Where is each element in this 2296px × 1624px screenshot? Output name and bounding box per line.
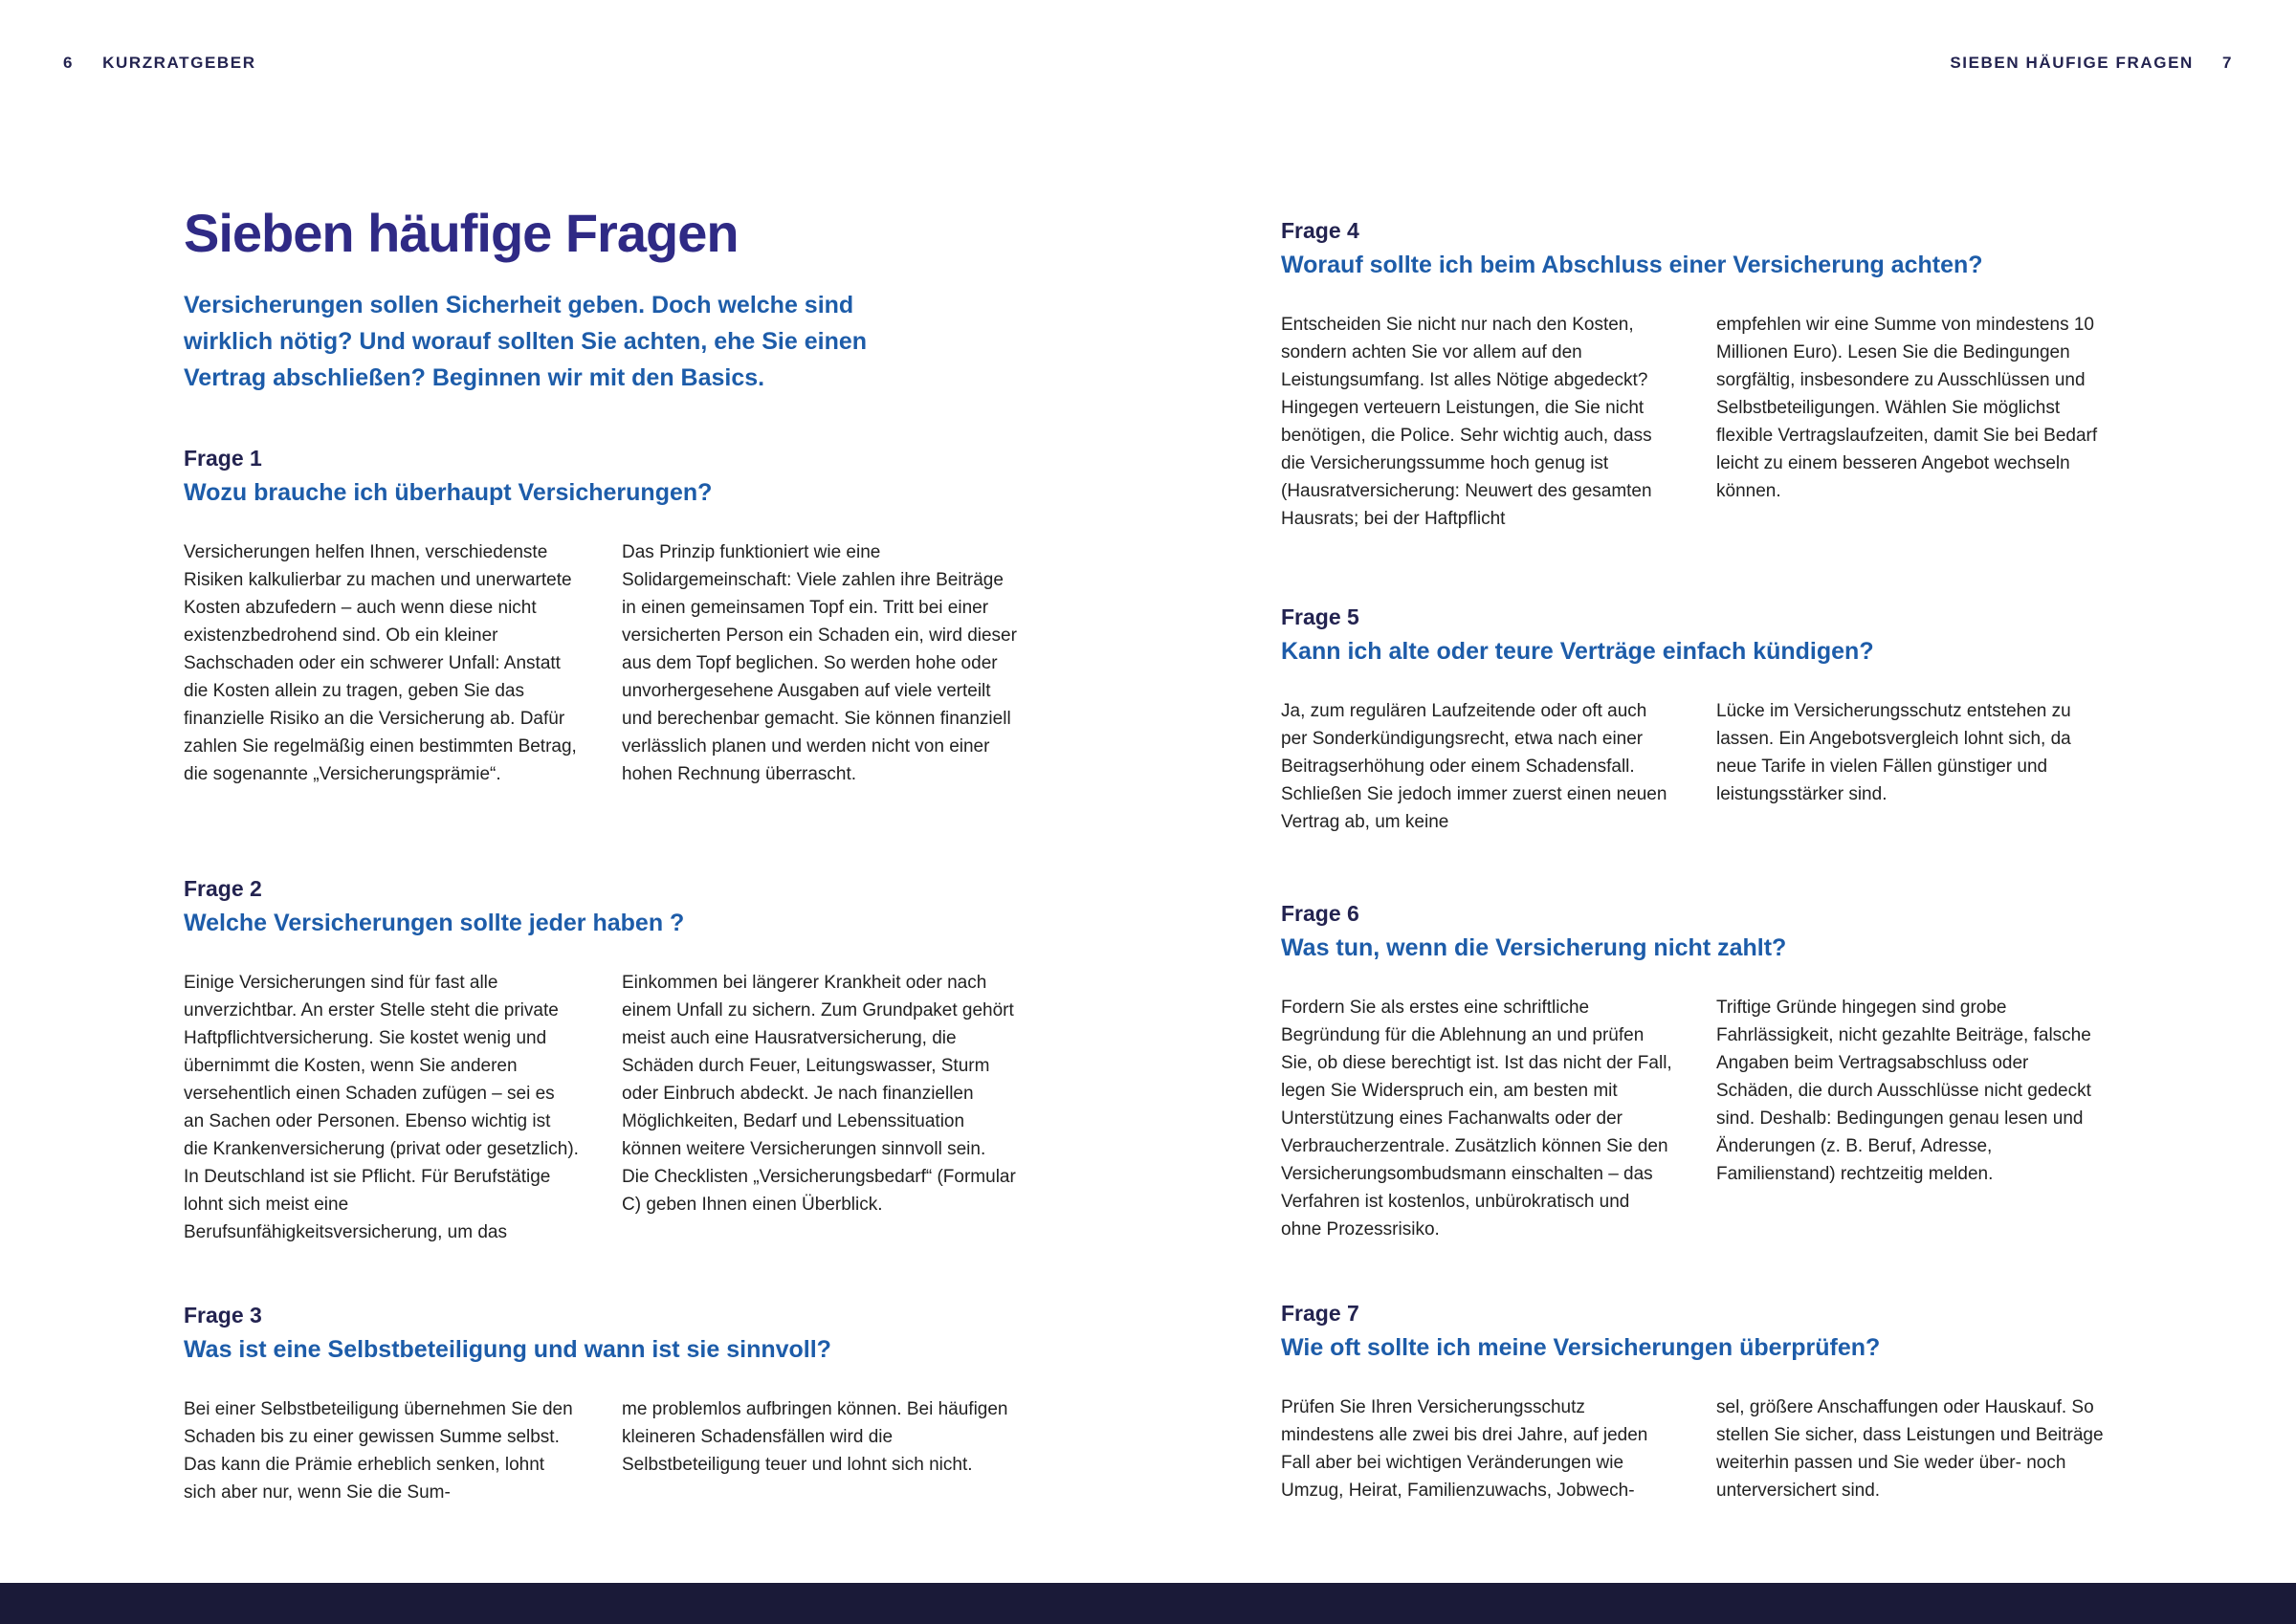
section-frage-1 bbox=[184, 448, 1018, 788]
frage-7-label: Frage 7 bbox=[1281, 1301, 1359, 1326]
frage-6-label: Frage 6 bbox=[1281, 901, 1359, 926]
frage-4-body bbox=[1281, 311, 2109, 533]
section-frage-5 bbox=[1281, 606, 2109, 836]
frage-5-body bbox=[1281, 697, 2109, 836]
frage-1-label: Frage 1 bbox=[184, 446, 262, 471]
frage-1-column-2: Das Prinzip funktioniert wie eine Solidargemeinschaft: Viele zahlen ihre Beiträge in einen gemeinsamen Topf ein. Tritt bei einer versicherten Person ein Schaden ein, wird dieser aus dem Topf beglichen. So werden hohe oder unvorhergesehene Ausgaben auf viele verteilt und berechenbar gemacht. Sie können finanziell verlässlich planen und werden nicht von einer hohen Rechnung überrascht. bbox=[622, 542, 1017, 784]
page-right bbox=[1281, 0, 2109, 1624]
frage-7-column-2: sel, größere Anschaffungen oder Hauskauf. So stellen Sie sicher, dass Leistungen und Beiträge weiterhin passen und Sie weder über- noch unterversichert sind. bbox=[1716, 1397, 2104, 1501]
frage-7-question: Wie oft sollte ich meine Versicherungen überprüfen? bbox=[1281, 1334, 1881, 1361]
frage-2-column-1: Einige Versicherungen sind für fast alle unverzichtbar. An erster Stelle steht die private Haftpflichtversicherung. Sie kostet wenig und übernimmt die Kosten, wenn Sie anderen versehentlich einen Schaden zufügen – sei es an Sachen oder Personen. Ebenso wichtig ist die Krankenversicherung (privat oder gesetzlich). In Deutschland ist sie Pflicht. Für Berufstätige lohnt sich meist eine Berufsunfähigkeitsversicherung, um das bbox=[184, 973, 579, 1242]
running-header-right-title: SIEBEN HÄUFIGE FRAGEN bbox=[1950, 54, 2194, 72]
frage-2-column-2: Einkommen bei längerer Krankheit oder nach einem Unfall zu sichern. Zum Grundpaket gehört meist auch eine Hausratversicherung, die Schäden durch Feuer, Leitungswasser, Sturm oder Einbruch abdeckt. Je nach finanziellen Möglichkeiten, Bedarf und Lebenssituation können weitere Versicherungen sinnvoll sein. Die Checklisten „Versicherungsbedarf“ (Formular C) geben Ihnen einen Überblick. bbox=[622, 973, 1016, 1215]
frage-3-column-2: me problemlos aufbringen können. Bei häufigen kleineren Schadensfällen wird die Selbstbeteiligung teuer und lohnt sich nicht. bbox=[622, 1399, 1008, 1475]
frage-4-question: Worauf sollte ich beim Abschluss einer Versicherung achten? bbox=[1281, 252, 1983, 278]
frage-5-question: Kann ich alte oder teure Verträge einfach kündigen? bbox=[1281, 638, 1874, 665]
frage-1-body bbox=[184, 538, 1018, 788]
section-frage-4 bbox=[1281, 220, 2109, 533]
frage-5-label: Frage 5 bbox=[1281, 604, 1359, 629]
section-frage-3 bbox=[184, 1305, 1018, 1506]
frage-7-body bbox=[1281, 1394, 2109, 1504]
frage-4-column-1: Entscheiden Sie nicht nur nach den Kosten, sondern achten Sie vor allem auf den Leistungsumfang. Ist alles Nötige abgedeckt? Hingegen verteuern Leistungen, die Sie nicht benötigen, die Police. Sehr wichtig auch, dass die Versicherungssumme hoch genug ist (Hausratversicherung: Neuwert des gesamten Hausrats; bei der Haftpflicht bbox=[1281, 315, 1652, 529]
section-frage-7 bbox=[1281, 1303, 2109, 1504]
page-number-left: 6 bbox=[63, 54, 75, 72]
frage-1-column-1: Versicherungen helfen Ihnen, verschiedenste Risiken kalkulierbar zu machen und unerwartete Kosten abzufedern – auch wenn diese nicht existenzbedrohend sind. Ob ein kleiner Sachschaden oder ein schwerer Unfall: Anstatt die Kosten allein zu tragen, geben Sie das finanzielle Risiko an die Versicherung ab. Dafür zahlen Sie regelmäßig einen bestimmten Betrag, die sogenannte „Versicherungsprämie“. bbox=[184, 542, 577, 784]
frage-3-column-1: Bei einer Selbstbeteiligung übernehmen Sie den Schaden bis zu einer gewissen Summe selbst. Das kann die Prämie erheblich senken, lohnt sich aber nur, wenn Sie die Sum- bbox=[184, 1399, 573, 1503]
frage-5-column-2: Lücke im Versicherungsschutz entstehen zu lassen. Ein Angebotsvergleich lohnt sich, da neue Tarife in vielen Fällen günstiger und leistungsstärker sind. bbox=[1716, 701, 2071, 804]
footer-color-bar bbox=[0, 1583, 2296, 1624]
frage-2-body bbox=[184, 969, 1018, 1246]
frage-5-column-1: Ja, zum regulären Laufzeitende oder oft auch per Sonderkündigungsrecht, etwa nach einer Beitragserhöhung oder einem Schadensfall. Schließen Sie jedoch immer zuerst einen neuen Vertrag ab, um keine bbox=[1281, 701, 1667, 832]
frage-3-question: Was ist eine Selbstbeteiligung und wann ist sie sinnvoll? bbox=[184, 1336, 831, 1363]
frage-2-question: Welche Versicherungen sollte jeder haben ? bbox=[184, 910, 685, 936]
frage-2-label: Frage 2 bbox=[184, 876, 262, 901]
section-frage-2 bbox=[184, 878, 1018, 1246]
running-header-left-title: KURZRATGEBER bbox=[102, 54, 256, 72]
frage-1-question: Wozu brauche ich überhaupt Versicherungen? bbox=[184, 479, 713, 506]
page-left bbox=[184, 0, 1018, 1624]
frage-3-label: Frage 3 bbox=[184, 1303, 262, 1328]
page-title: Sieben häufige Fragen bbox=[184, 203, 739, 263]
frage-6-column-1: Fordern Sie als erstes eine schriftliche Begründung für die Ablehnung an und prüfen Sie, ob diese berechtigt ist. Ist das nicht der Fall, legen Sie Widerspruch ein, am besten mit Unterstützung eines Fachanwalts oder der Verbraucherzentrale. Zusätzlich können Sie den Versicherungsombudsmann einschalten – das Verfahren ist kostenlos, unbürokratisch und ohne Prozessrisiko. bbox=[1281, 998, 1672, 1240]
frage-6-column-2: Triftige Gründe hingegen sind grobe Fahrlässigkeit, nicht gezahlte Beiträge, falsche Angaben beim Vertragsabschluss oder Schäden, die durch Ausschlüsse nicht gedeckt sind. Deshalb: Bedingungen genau lesen und Änderungen (z. B. Beruf, Adresse, Familienstand) rechtzeitig melden. bbox=[1716, 998, 2091, 1184]
intro-paragraph: Versicherungen sollen Sicherheit geben. Doch welche sind wirklich nötig? Und worauf sollten Sie achten, ehe Sie einen Vertrag abschließen? Beginnen wir mit den Basics. bbox=[184, 292, 868, 391]
page-number-right: 7 bbox=[2221, 54, 2233, 72]
frage-4-label: Frage 4 bbox=[1281, 218, 1359, 243]
frage-3-body bbox=[184, 1395, 1018, 1506]
frage-7-column-1: Prüfen Sie Ihren Versicherungsschutz mindestens alle zwei bis drei Jahre, auf jeden Fall aber bei wichtigen Veränderungen wie Umzug, Heirat, Familienzuwachs, Jobwech- bbox=[1281, 1397, 1648, 1501]
frage-6-question: Was tun, wenn die Versicherung nicht zahlt? bbox=[1281, 934, 1787, 961]
frage-6-body bbox=[1281, 994, 2109, 1243]
section-frage-6 bbox=[1281, 903, 2109, 1243]
frage-4-column-2: empfehlen wir eine Summe von mindestens 10 Millionen Euro). Lesen Sie die Bedingungen sorgfältig, insbesondere zu Ausschlüssen und Selbstbeteiligungen. Wählen Sie möglichst flexible Vertragslaufzeiten, damit Sie bei Bedarf leicht zu einem besseren Angebot wechseln können. bbox=[1716, 315, 2098, 501]
